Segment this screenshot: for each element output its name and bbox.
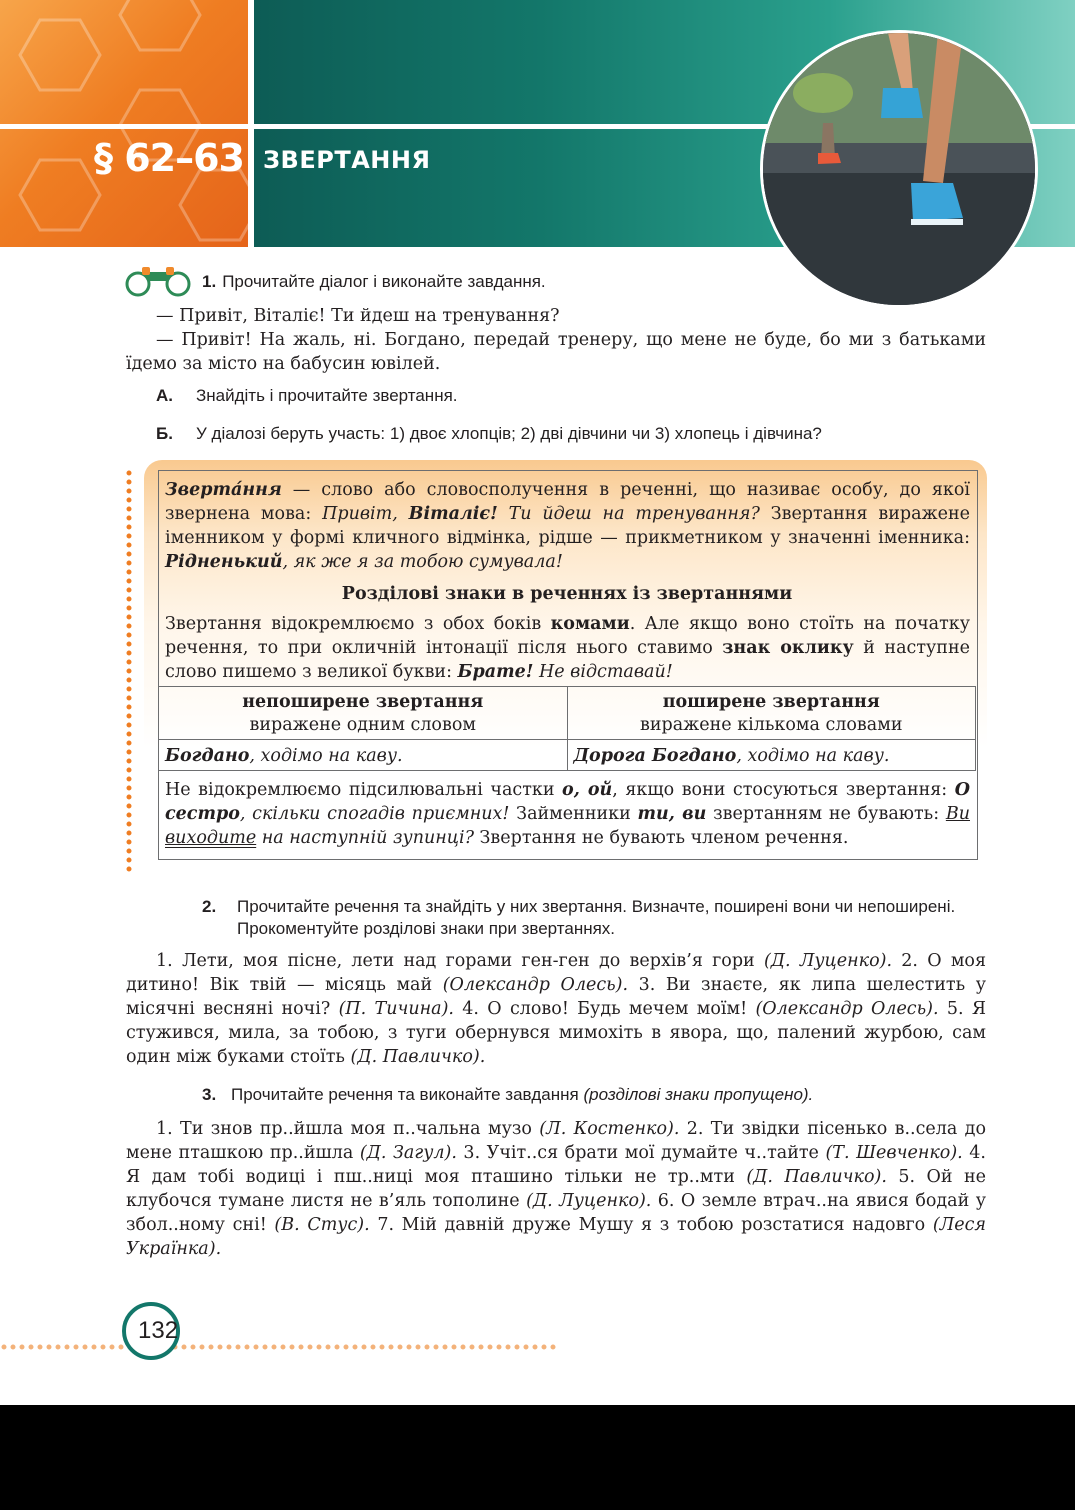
table-example-extended: Дорога Богдано, ходімо на каву. <box>567 740 976 771</box>
bottom-black-bar <box>0 1405 1075 1510</box>
page-number: 132 <box>138 1317 179 1344</box>
dialogue-line-2: — Привіт! На жаль, ні. Богдано, передай тренеру, що мене не буде, бо ми з батьками їдемо за місто на бабусин ювілей. <box>126 330 986 374</box>
binoculars-icon <box>124 263 192 297</box>
task1-dialogue <box>126 304 986 376</box>
dotted-margin-line <box>126 470 132 875</box>
task2-heading: 2. Прочитайте речення та знайдіть у них звертання. Визначте, поширені вони чи непоширені. Прокоментуйте розділові знаки при звертаннях. <box>202 897 956 938</box>
rule-punctuation: Звертання відокремлюємо з обох боків комами. Але якщо воно стоїть на початку речення, то при окличній інтонації після нього ставимо знак оклику й наступне слово пишемо з великої букви: Брате! Не відставай! <box>165 614 971 682</box>
task1-question-a: А. Знайдіть і прочитайте звертання. <box>156 386 458 405</box>
running-legs-icon <box>763 33 1035 305</box>
table-header-simple: непоширене звертання виражене одним словом <box>159 687 568 740</box>
table-example-simple: Богдано, ходімо на каву. <box>159 740 568 771</box>
task1-heading <box>202 272 546 292</box>
runner-photo <box>760 30 1038 308</box>
rule-note: Не відокремлюємо підсилювальні частки о, ой, якщо вони стосуються звертання: О сестро, скільки спогадів приємних! Займенники ти, ви звертанням не бувають: Ви виходите на наступній зупинці? Звертання не бувають членом речення. <box>165 780 970 848</box>
table-header-extended: поширене звертання виражене кількома словами <box>567 687 976 740</box>
task1-question-b: Б. У діалозі беруть участь: 1) двоє хлопців; 2) дві дівчини чи 3) хлопець і дівчина? <box>156 424 822 443</box>
task3-sentences: 1. Ти знов пр..йшла моя п..чальна музо (Л. Костенко). 2. Ти звідки пісенько в..села до мене пташкою пр..йшла (Д. Загул). 3. Учіт..ся брати мої думайте ч..тайте (Т. Шевченко). 4. Я дам тобі водиці і пш..ниці моя пташино тільки не тр..мти (Д. Павличко). 5. Ой не клубочся тумане листя не в’яль тополине (Д. Луценко). 6. О земле втрач..на явися бодай у збол..ному сні! (В. Стус). 7. Мій давній друже Мушу я з тобою розстатися надовго (Леся Українка). <box>126 1119 987 1259</box>
address-types-table <box>158 686 976 771</box>
task3-heading: 3. Прочитайте речення та виконайте завдання (розділові знаки пропущено). <box>202 1085 814 1104</box>
section-number: § 62–63 <box>94 136 244 180</box>
task1-number: 1. <box>202 272 217 291</box>
rule-subheading: Розділові знаки в реченнях із звертаннями <box>341 584 793 604</box>
section-title: ЗВЕРТАННЯ <box>263 146 431 174</box>
task2-sentences: 1. Лети, моя пісне, лети над горами ген-ген до верхів’я гори (Д. Луценко). 2. О моя дитино! Вік твій — місяць май (Олександр Олесь). 3. Ви знаєте, як липа шелестить у місячні весняні ночі? (П. Тичина). 4. О слово! Будь мечем моїм! (Олександр Олесь). 5. Я стужився, мила, за тобою, з туги обернувся мимохіть в явора, що, палений журбою, сам один між буками стоїть (Д. Павличко). <box>126 951 987 1067</box>
rule-definition: Зверта́ння — слово або словосполучення в реченні, що називає особу, до якої звернена мова: Привіт, Віталіє! Ти йдеш на тренування? Звертання виражене іменником у формі кличного відмінка, рідше — прикметником у значенні іменника: Рідненький, як же я за тобою сумувала! <box>165 480 970 572</box>
footer-dotted-line <box>0 1343 560 1351</box>
task1-instruction: Прочитайте діалог і виконайте завдання. <box>222 272 546 291</box>
dialogue-line-1: — Привіт, Віталіє! Ти йдеш на тренування? <box>156 306 560 326</box>
